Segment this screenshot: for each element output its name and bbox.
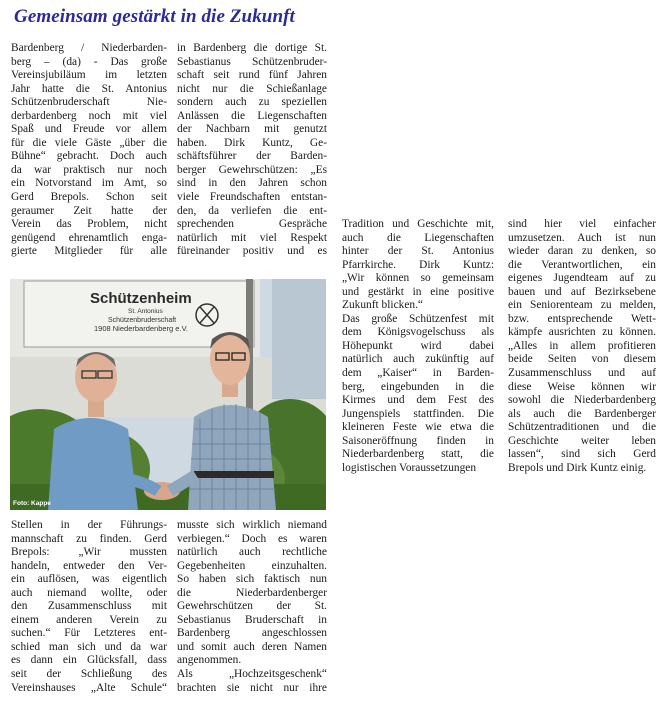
- column-6: [177, 519, 327, 695]
- text-line: dem Königsvogelschuss als: [342, 326, 494, 339]
- text-line: Bardenberg angeschlossen: [177, 627, 327, 640]
- text-line: handeln, entweder den Ver-: [11, 559, 167, 572]
- text-line: Sebastianus Schützenbruder-: [177, 55, 327, 68]
- text-line: beide Seiten von diesem: [508, 353, 656, 366]
- text-line: als auch die Bardenberger: [508, 407, 656, 420]
- text-line: Brepols: „Wir mussten: [11, 546, 167, 559]
- text-line: Pfarrkirche. Dirk Kuntz:: [342, 258, 494, 271]
- text-line: kämpfe ausrichten zu können.: [508, 326, 656, 339]
- text-line: Anlässen die Liegenschaften: [177, 109, 327, 122]
- text-line: suchen.“ Für Letzteres ent-: [11, 627, 167, 640]
- sign-line-1: St. Antonius: [128, 308, 163, 315]
- text-line: angenommen.: [177, 654, 242, 667]
- text-line: für die viele Gäste „über die: [11, 136, 167, 149]
- text-line: schied man sich und da war: [11, 640, 167, 653]
- text-line: hinter der St. Antonius: [342, 245, 494, 258]
- text-line: den Zusammenschluss mit: [11, 600, 167, 613]
- text-line: ein Seniorenteam zu melden,: [508, 299, 656, 312]
- text-line: Tradition und Geschichte mit,: [342, 218, 494, 230]
- text-line: ein Notvorstand im Amt, so: [11, 177, 167, 190]
- text-line: einem anderen Verein zu: [11, 613, 167, 626]
- text-line: Das große Schützenfest mit: [342, 312, 494, 325]
- column-5: [11, 519, 167, 695]
- text-line: derbardenberg noch mit viel: [11, 109, 167, 122]
- text-line: „Alles in allem profitieren: [508, 339, 656, 352]
- text-line: natürlich auch zukünftig auf: [342, 353, 494, 366]
- text-line: sind hier viel einfacher: [508, 218, 656, 230]
- sign-line-2: Schützenbruderschaft: [108, 317, 177, 324]
- column-3: [342, 218, 494, 475]
- article-photo: [10, 279, 326, 510]
- text-line: Schützenbruderschaft Nie-: [11, 96, 167, 109]
- text-line: gierte Mitglieder für alle: [11, 245, 167, 258]
- text-line: es dann ein Glücksfall, dass: [11, 654, 167, 667]
- text-line: dem „Kaiser“ in Barden-: [342, 367, 494, 380]
- text-line: Bardenberg / Niederbarden-: [11, 42, 167, 54]
- text-line: viele Freundschaften entstan-: [177, 191, 327, 204]
- text-line: diese Weise können wir: [508, 380, 656, 393]
- photo-illustration: [10, 279, 326, 510]
- text-line: berger Gewehrschützen: „Es: [177, 163, 327, 176]
- column-1: [11, 42, 167, 259]
- text-line: sprechenden Gespräche: [177, 218, 327, 231]
- text-line: sowohl die Niederbardenberg: [508, 394, 656, 407]
- text-line: nicht nur die Schießanlage: [177, 82, 327, 95]
- sign-title: Schützenheim: [90, 290, 192, 307]
- sign-line-3: 1908 Niederbardenberg e.V.: [94, 324, 188, 333]
- text-line: die Niederbardenberger: [177, 586, 327, 599]
- text-line: Verein das Problem, nicht: [11, 218, 167, 231]
- text-line: logistischen Voraussetzungen: [342, 461, 477, 474]
- text-line: Höhepunkt wird dabei: [342, 339, 494, 352]
- text-line: die Verantwortlichen, ein: [508, 258, 656, 271]
- text-line: und gestärkt in eine positive: [342, 285, 494, 298]
- text-line: berg, eingebunden in die: [342, 380, 494, 393]
- text-line: brachten sie nicht nur ihre: [177, 681, 327, 694]
- text-line: seit der Schließung des: [11, 668, 167, 681]
- text-line: Stellen in der Führungs-: [11, 519, 167, 531]
- text-line: Kirmes und dem Fest des: [342, 394, 494, 407]
- text-line: Spaß und Freude vor allem: [11, 123, 167, 136]
- text-line: Sebastianus Bruderschaft in: [177, 613, 327, 626]
- text-line: füreinander positiv und es: [177, 245, 327, 258]
- text-line: musste sich wirklich niemand: [177, 519, 327, 531]
- person-left: [48, 418, 138, 510]
- text-line: kleineren Feste wie etwa die: [342, 421, 494, 434]
- text-line: Zusammenschluss und auf: [508, 367, 656, 380]
- text-line: So haben sich faktisch nun: [177, 573, 327, 586]
- text-line: sind in den Jahren schon: [177, 177, 327, 190]
- text-line: Zukunft blicken.“: [342, 299, 423, 312]
- text-line: Saisoneröffnung finden in: [342, 434, 494, 447]
- text-line: verbiegen.“ Doch es waren: [177, 532, 327, 545]
- text-line: Gewehrschützen der St.: [177, 600, 327, 613]
- article-headline: Gemeinsam gestärkt in die Zukunft: [14, 6, 295, 27]
- text-line: geraumer Zeit hatte der: [11, 204, 167, 217]
- text-line: schaft seit rund fünf Jahren: [177, 69, 327, 82]
- text-line: natürlich auch rechtliche: [177, 546, 327, 559]
- photo-credit: Foto: Kappe: [13, 500, 51, 507]
- text-line: Vereinshauses „Alte Schule“: [11, 681, 167, 694]
- text-line: den, da verliefen die ent-: [177, 204, 327, 217]
- text-line: natürlich mit viel Respekt: [177, 231, 327, 244]
- text-line: auch die Liegenschaften: [342, 231, 494, 244]
- person-right: [188, 405, 276, 510]
- text-line: ein auflösen, was eigentlich: [11, 573, 167, 586]
- text-line: in Bardenberg die dortige St.: [177, 42, 327, 54]
- text-line: Schützentraditionen und die: [508, 421, 656, 434]
- text-line: Jungenspiels stattfinden. Die: [342, 407, 494, 420]
- text-line: da war praktisch nur noch: [11, 163, 167, 176]
- text-line: Vereinsjubiläum im letzten: [11, 69, 167, 82]
- text-line: „Wir können so gemeinsam: [342, 272, 494, 285]
- column-4: [508, 218, 656, 475]
- text-line: genügend ehrenamtlich enga-: [11, 231, 167, 244]
- text-line: eigenes Jugendteam auf zu: [508, 272, 656, 285]
- text-line: Jahr hatte die St. Antonius: [11, 82, 167, 95]
- text-line: lassen“, sind sich Gerd: [508, 448, 656, 461]
- text-line: bauen und auf Bezirksebene: [508, 285, 656, 298]
- text-line: Geschichte weiter leben: [508, 434, 656, 447]
- text-line: und somit auch deren Namen: [177, 640, 327, 653]
- text-line: auch niemand wollte, oder: [11, 586, 167, 599]
- text-line: Brepols und Dirk Kuntz einig.: [508, 461, 647, 474]
- text-line: sondern auch zu speziellen: [177, 96, 327, 109]
- text-line: schäftsführer der Barden-: [177, 150, 327, 163]
- text-line: Als „Hochzeitsgeschenk“: [177, 668, 327, 681]
- text-line: der Nachbarn mit genutzt: [177, 123, 327, 136]
- text-line: bzw. entsprechende Wett-: [508, 312, 656, 325]
- text-line: Bühne“ gebracht. Doch auch: [11, 150, 167, 163]
- text-line: Gegebenheiten einzuhalten.: [177, 559, 327, 572]
- text-line: wieder daran zu denken, so: [508, 245, 656, 258]
- column-2: [177, 42, 327, 259]
- text-line: umzusetzen. Auch ist nun: [508, 231, 656, 244]
- text-line: Niederbardenberg statt, die: [342, 448, 494, 461]
- text-line: berg – (da) - Das große: [11, 55, 167, 68]
- text-line: Gerd Brepols. Schon seit: [11, 191, 167, 204]
- text-line: haben. Dirk Kuntz, Ge-: [177, 136, 327, 149]
- text-line: mannschaft zu finden. Gerd: [11, 532, 167, 545]
